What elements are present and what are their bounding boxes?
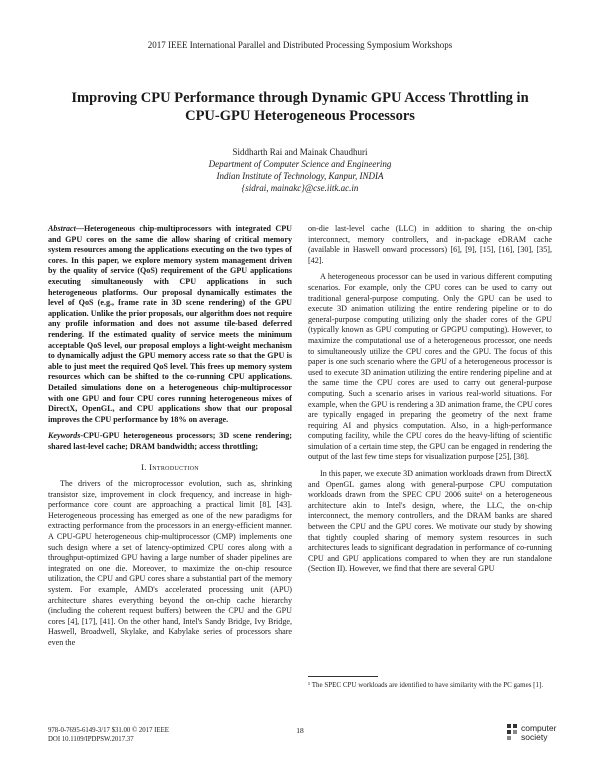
logo-text: computer society bbox=[521, 723, 557, 742]
paper-title bbox=[60, 89, 540, 125]
keywords-lead: Keywords bbox=[48, 431, 81, 441]
keywords-text: -CPU-GPU heterogeneous processors; 3D scene rendering; shared last-level cache; DRAM bandwidth; access throttling; bbox=[48, 431, 292, 451]
institute: Indian Institute of Technology, Kanpur, INDIA bbox=[216, 171, 384, 181]
intro-paragraph-2: A heterogeneous processor can be used in various different computing scenarios. For example, only the CPU cores can be used to carry out traditional general-purpose computing. Only the GPU can be used to execute 3D animation utilizing the entire rendering pipeline or to do general-purpose computing utilizing only the shader cores of the GPU (typically known as GPU computing or GPGPU computing). However, to maximize the computational use of a heterogeneous processor, one needs to simultaneously utilize the CPU cores and the GPU. The focus of this paper is one such scenario where the GPU of a heterogeneous processor is used to execute 3D animation utilizing the entire rendering pipeline and at the same time the CPU cores are used to carry out general-purpose computing. Such a scenario arises in various real-world situations. For example, when the GPU is rendering a 3D animation frame, the CPU cores are typically engaged in preparing the geometry of the next frame requiring AI and physics computation. Also, in a high-performance computing facility, while the CPU cores do the heavy-lifting of scientific simulation of a certain time step, the GPU can be engaged in rendering the output of the last few time steps for visualization purpose [25], [38]. bbox=[308, 272, 552, 462]
section-heading-introduction: I. Introduction bbox=[141, 462, 199, 473]
abstract bbox=[48, 224, 292, 425]
keywords bbox=[48, 431, 292, 452]
title-line-1: Improving CPU Performance through Dynamic GPU Access Throttling in bbox=[71, 90, 529, 106]
logo-mark-icon bbox=[504, 722, 522, 744]
doi-line: DOI 10.1109/IPDPSW.2017.37 bbox=[48, 736, 134, 743]
title-line-2: CPU-GPU Heterogeneous Processors bbox=[185, 108, 415, 124]
author-names: Siddharth Rai and Mainak Chaudhuri bbox=[232, 147, 368, 157]
author-block bbox=[0, 146, 600, 194]
footnote-rule bbox=[308, 676, 378, 677]
left-column bbox=[48, 224, 292, 649]
abstract-text: —Heterogeneous chip-multiprocessors with integrated CPU and GPU cores on the same die allow sharing of critical memory system resources among the applications executing on the two types of cores. In this paper, we explore memory system management driven by the quality of service (QoS) requirement of the GPU applications executing simultaneously with CPU applications in such heterogeneous platforms. Our proposal dynamically estimates the level of QoS (e.g., frame rate in 3D scene rendering) of the GPU application. Unlike the prior proposals, our algorithm does not require any profile information and does not assume tile-based deferred rendering. If the estimated quality of service meets the minimum acceptable QoS level, our proposal employs a light-weight mechanism to dynamically adjust the GPU memory access rate so that the GPU is able to just meet the required QoS level. This frees up memory system resources which can be shifted to the co-running CPU applications. Detailed simulations done on a heterogeneous chip-multiprocessor with one GPU and four CPU cores running heterogeneous mixes of DirectX, OpenGL, and CPU applications show that our proposal improves the CPU performance by 18% on average. bbox=[48, 224, 292, 424]
ieee-computer-society-logo bbox=[504, 720, 560, 748]
intro-paragraph-3: In this paper, we execute 3D animation workloads drawn from DirectX and OpenGL games along with general-purpose CPU computation workloads drawn from the SPEC CPU 2006 suite¹ on a heterogeneous architecture akin to Intel's design, where, the LLC, the on-chip interconnect, the memory controllers, and the DRAM banks are shared between the CPU and the GPU cores. We motivate our study by showing that tightly coupled sharing of memory system resources in such architectures leads to significant degradation in performance of co-running CPU and GPU applications compared to when they are run standalone (Section II). However, we find that there are several GPU bbox=[308, 469, 552, 574]
author-email: {sidrai, mainakc}@cse.iitk.ac.in bbox=[241, 183, 359, 193]
page-number: 18 bbox=[296, 726, 304, 735]
department: Department of Computer Science and Engineering bbox=[208, 159, 392, 169]
intro-paragraph-1-continued: on-die last-level cache (LLC) in addition to sharing the on-chip interconnect, memory controllers, and in-package eDRAM cache (available in Haswell onward processors) [6], [9], [15], [16], [30], [35], [42]. bbox=[308, 224, 552, 265]
conference-header: 2017 IEEE International Parallel and Distributed Processing Symposium Workshops bbox=[147, 40, 453, 50]
isbn-line: 978-0-7695-6149-3/17 $31.00 © 2017 IEEE bbox=[48, 727, 169, 734]
abstract-lead: Abstract bbox=[48, 224, 76, 233]
intro-paragraph-1: The drivers of the microprocessor evolution, such as, shrinking transistor size, improvement in clock frequency, and increase in high-performance core count are approaching a practical limit [8], [43]. Heterogeneous processing has emerged as one of the new paradigms for extracting performance from the processors in an energy-efficient manner. A CPU-GPU heterogeneous chip-multiprocessor (CMP) implements one such design where a set of latency-optimized CPU cores along with a throughput-optimized GPU having a large number of shader pipelines are integrated on one die. Moreover, to maximize the on-chip resource utilization, the CPU and GPU cores share a substantial part of the memory system. For example, AMD's accelerated processing unit (APU) architecture shares everything beyond the on-chip cache hierarchy (including the coherent request buffers) between the CPU and the GPU cores [4], [17], [41]. On the other hand, Intel's Sandy Bridge, Ivy Bridge, Haswell, Broadwell, Skylake, and Kabylake series of processors share even the bbox=[48, 479, 292, 647]
right-column bbox=[308, 224, 552, 575]
footnote: ¹ The SPEC CPU workloads are identified to have similarity with the PC games [1]. bbox=[308, 681, 544, 689]
